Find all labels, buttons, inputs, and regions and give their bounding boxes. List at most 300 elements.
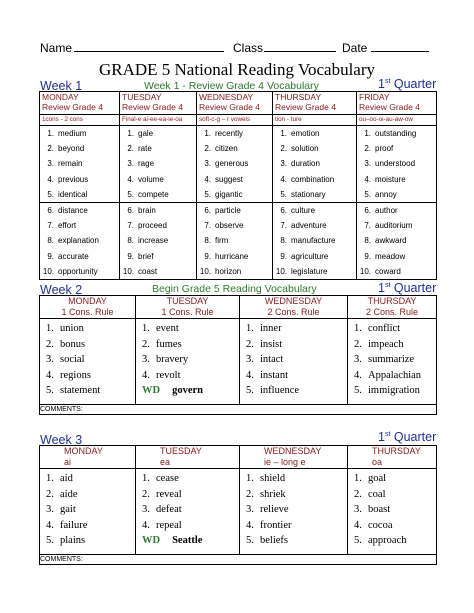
vocab-word	[142, 352, 239, 368]
vocab-word	[42, 187, 119, 202]
word-number: 10.	[199, 266, 211, 276]
word-number: 1.	[246, 473, 254, 484]
week1-words-monday	[40, 203, 120, 280]
week1-words-wednesday	[197, 126, 273, 203]
word-number: 9.	[364, 251, 371, 261]
word-text: frontier	[260, 519, 292, 531]
vocab-word	[246, 533, 347, 549]
vocab-word	[46, 321, 135, 337]
week1-table	[39, 91, 437, 280]
header-fields	[40, 41, 440, 55]
word-text: coast	[138, 266, 158, 276]
word-number: 2.	[246, 338, 254, 350]
word-number: 1.	[46, 323, 54, 334]
word-number: 2.	[354, 488, 362, 500]
word-number: 6.	[280, 206, 287, 216]
word-number: 5.	[364, 189, 371, 199]
word-number: 9.	[204, 251, 211, 261]
word-text: influence	[260, 385, 300, 396]
word-text: previous	[58, 174, 89, 184]
vocab-word	[359, 141, 436, 156]
vocab-word	[275, 187, 356, 202]
week3-words-wednesday	[240, 469, 348, 555]
vocab-word	[122, 172, 196, 187]
week2-day-wednesday: WEDNESDAY 2 Cons. Rule	[240, 296, 348, 319]
word-text: social	[60, 354, 85, 365]
word-text: explanation	[58, 236, 99, 246]
word-text: outstanding	[375, 129, 417, 138]
word-text: combination	[291, 174, 335, 184]
vocab-word	[199, 141, 272, 156]
word-number: 8.	[204, 236, 211, 246]
vocab-word	[246, 518, 347, 534]
word-text: coal	[368, 488, 386, 500]
vocab-word	[354, 471, 436, 487]
vocab-word	[354, 518, 436, 534]
word-number: 4.	[354, 369, 362, 381]
name-label: Name	[40, 41, 73, 55]
word-text: boast	[368, 504, 391, 515]
word-text: approach	[368, 535, 407, 546]
word-number: 2.	[46, 338, 54, 350]
word-text: rage	[138, 159, 155, 169]
word-number: 7.	[280, 221, 287, 231]
class-label: Class	[233, 41, 264, 55]
word-text: impeach	[368, 338, 404, 350]
word-text: beyond	[58, 144, 85, 154]
word-number: 8.	[280, 236, 287, 246]
word-text: statement	[60, 385, 101, 396]
word-number: 2.	[47, 144, 54, 154]
word-number: 4.	[354, 519, 362, 531]
week1-day-friday: FRIDAY Review Grade 4	[357, 92, 437, 115]
week1-words-row-a	[40, 126, 437, 203]
word-number: 5.	[246, 535, 254, 546]
word-number: 2.	[204, 144, 211, 154]
vocab-word	[42, 203, 119, 218]
vocab-word	[42, 156, 119, 171]
vocab-word	[359, 126, 436, 141]
vocab-word	[354, 502, 436, 518]
word-text: gigantic	[215, 189, 243, 199]
vocab-word	[359, 249, 436, 264]
word-number: 4.	[127, 174, 134, 184]
vocab-word	[359, 156, 436, 171]
word-text: beliefs	[260, 535, 288, 546]
week1-day-thursday: THURSDAY Review Grade 4	[273, 92, 357, 115]
vocab-word	[142, 368, 239, 384]
word-number: 7.	[364, 221, 371, 231]
word-text: solution	[291, 144, 319, 154]
vocab-word	[246, 471, 347, 487]
week3-quarter: 1st Quarter	[378, 430, 437, 444]
word-number: 2.	[280, 144, 287, 154]
word-text: fumes	[156, 338, 182, 350]
week2-quarter: 1st Quarter	[378, 281, 437, 295]
word-text: proof	[375, 144, 394, 154]
word-text: suggest	[215, 174, 244, 184]
word-text: awkward	[375, 236, 407, 246]
vocab-word	[122, 249, 196, 264]
week1-day-monday: MONDAY Review Grade 4	[40, 92, 120, 115]
word-text: proceed	[138, 221, 167, 231]
vocab-word	[275, 218, 356, 233]
word-text: effort	[58, 221, 77, 231]
word-number: 7.	[127, 221, 134, 231]
word-text: aid	[60, 473, 73, 484]
vocab-word	[122, 141, 196, 156]
word-text: shriek	[260, 488, 286, 500]
vocab-word	[122, 218, 196, 233]
vocab-word	[142, 321, 239, 337]
week1-rule: ou–oo-oi-au-aw-ow	[357, 115, 437, 126]
vocab-word	[122, 264, 196, 279]
word-number: 5.	[246, 385, 254, 396]
vocab-word	[46, 502, 135, 518]
vocab-word	[42, 141, 119, 156]
vocab-word	[246, 352, 347, 368]
word-number: 10.	[275, 266, 287, 276]
word-text: gait	[60, 504, 76, 515]
vocab-word	[246, 487, 347, 503]
vocab-word	[142, 502, 239, 518]
vocab-word	[359, 218, 436, 233]
wd-word: Seattle	[172, 535, 203, 546]
word-text: culture	[291, 206, 316, 216]
word-number: 3.	[204, 159, 211, 169]
word-number: 3.	[246, 354, 254, 365]
word-number: 2.	[246, 488, 254, 500]
week3-words-row	[40, 469, 437, 555]
vocab-word	[122, 126, 196, 141]
word-text: particle	[215, 206, 241, 216]
word-number: 5.	[47, 189, 54, 199]
vocab-word	[46, 352, 135, 368]
word-text: brain	[138, 206, 156, 216]
word-text: opportunity	[58, 266, 98, 276]
page-title: GRADE 5 National Reading Vocabulary	[98, 60, 376, 79]
word-text: cease	[156, 473, 179, 484]
week2-day-tuesday: TUESDAY 1 Cons. Rule	[136, 296, 240, 319]
week2-label: Week 2	[40, 283, 83, 297]
week1-words-row-b	[40, 203, 437, 280]
week2-words-row	[40, 319, 437, 405]
word-number: 5.	[354, 385, 362, 396]
word-number: 2.	[127, 144, 134, 154]
week1-rule: Final-e ai-ee-ea-ie-oa	[120, 115, 197, 126]
vocab-word	[199, 218, 272, 233]
vocab-word	[275, 249, 356, 264]
week3-comments-row	[40, 555, 437, 565]
word-text: identical	[58, 189, 88, 199]
week1-words-wednesday	[197, 203, 273, 280]
week2-words-wednesday	[240, 319, 348, 405]
vocab-word	[246, 502, 347, 518]
word-text: goal	[368, 473, 387, 484]
vocab-word	[246, 337, 347, 353]
vocab-word	[246, 321, 347, 337]
word-number: 7.	[47, 221, 54, 231]
word-number: 9.	[280, 251, 287, 261]
word-text: firm	[215, 236, 229, 246]
word-text: manufacture	[291, 236, 336, 246]
week1-label: Week 1	[40, 79, 83, 93]
vocab-word	[359, 172, 436, 187]
week3-comments: COMMENTS:	[40, 555, 437, 565]
week2-subtitle: Begin Grade 5 Reading Vocabulary	[152, 283, 317, 295]
word-number: 2.	[364, 144, 371, 154]
word-number: 3.	[142, 504, 150, 515]
word-text: meadow	[375, 251, 406, 261]
word-text: author	[375, 206, 398, 216]
word-text: conflict	[368, 323, 401, 334]
vocab-word	[354, 487, 436, 503]
vocab-word	[46, 337, 135, 353]
wd-tag: WD	[142, 385, 161, 396]
vocab-word	[275, 203, 356, 218]
week1-words-tuesday	[120, 203, 197, 280]
vocab-word	[42, 172, 119, 187]
vocab-word	[246, 368, 347, 384]
vocab-word	[199, 233, 272, 248]
week1-day-header-row	[40, 92, 437, 115]
vocab-word	[46, 533, 135, 549]
word-detective-entry	[142, 533, 239, 549]
week1-words-friday	[357, 126, 437, 203]
vocab-word	[46, 487, 135, 503]
vocab-word	[199, 187, 272, 202]
week2-words-monday	[40, 319, 136, 405]
week1-words-thursday	[273, 126, 357, 203]
word-text: inner	[260, 323, 282, 334]
week1-rule: soft-c-g – r vowels	[197, 115, 273, 126]
word-text: insist	[260, 338, 283, 350]
vocab-word	[199, 126, 272, 141]
word-text: adventure	[291, 221, 327, 231]
word-text: summarize	[368, 354, 415, 365]
week3-day-wednesday: WEDNESDAY ie – long e	[240, 446, 348, 469]
word-number: 4.	[142, 369, 150, 381]
vocab-word	[354, 352, 436, 368]
word-number: 6.	[364, 206, 371, 216]
word-text: instant	[260, 369, 288, 381]
word-text: recently	[215, 129, 244, 138]
word-number: 2.	[142, 488, 150, 500]
vocab-word	[275, 233, 356, 248]
vocab-word	[359, 264, 436, 279]
vocab-word	[359, 187, 436, 202]
vocab-word	[42, 264, 119, 279]
vocab-word	[199, 203, 272, 218]
week1-rule: tion - ture	[273, 115, 357, 126]
vocab-word	[42, 126, 119, 141]
word-number: 3.	[127, 159, 134, 169]
vocab-word	[199, 156, 272, 171]
word-text: generous	[215, 159, 249, 169]
vocab-word	[354, 383, 436, 399]
word-number: 8.	[127, 236, 134, 246]
vocab-word	[46, 368, 135, 384]
vocab-word	[122, 156, 196, 171]
vocab-word	[275, 141, 356, 156]
word-number: 6.	[127, 206, 134, 216]
week1-words-monday	[40, 126, 120, 203]
vocab-word	[46, 383, 135, 399]
vocab-word	[142, 518, 239, 534]
vocab-word	[275, 156, 356, 171]
vocab-word	[359, 233, 436, 248]
vocab-word	[354, 368, 436, 384]
word-text: medium	[58, 129, 87, 138]
week1-subtitle: Week 1 - Review Grade 4 Vocabulary	[144, 80, 319, 92]
word-number: 5.	[127, 189, 134, 199]
word-text: bonus	[60, 338, 86, 350]
word-number: 5.	[46, 535, 54, 546]
word-text: gale	[138, 129, 154, 138]
vocab-word	[246, 383, 347, 399]
week3-label: Week 3	[40, 433, 83, 447]
vocab-word	[42, 249, 119, 264]
week2-comments-row	[40, 405, 437, 415]
week3-day-header-row	[40, 446, 437, 469]
word-number: 3.	[354, 354, 362, 365]
word-text: brief	[138, 251, 154, 261]
word-text: bravery	[156, 354, 189, 365]
word-text: compete	[138, 189, 169, 199]
word-text: volume	[138, 174, 164, 184]
word-number: 4.	[246, 369, 254, 381]
word-text: revolt	[156, 369, 181, 381]
word-number: 1.	[246, 323, 254, 334]
week2-table	[39, 295, 437, 415]
word-number: 1.	[142, 323, 150, 334]
word-number: 3.	[280, 159, 287, 169]
word-number: 4.	[46, 519, 54, 531]
word-text: union	[60, 323, 84, 334]
wd-tag: WD	[142, 535, 161, 546]
word-text: event	[156, 323, 179, 334]
word-number: 9.	[47, 251, 54, 261]
vocab-word	[42, 218, 119, 233]
word-text: moisture	[375, 174, 406, 184]
word-number: 1.	[364, 129, 371, 138]
word-text: failure	[60, 519, 88, 531]
week3-day-tuesday: TUESDAY ea	[136, 446, 240, 469]
word-text: coward	[375, 266, 401, 276]
vocab-word	[122, 187, 196, 202]
word-text: hurricane	[215, 251, 249, 261]
word-number: 8.	[364, 236, 371, 246]
word-number: 3.	[354, 504, 362, 515]
word-text: legislature	[291, 266, 328, 276]
word-text: remain	[58, 159, 83, 169]
week1-day-wednesday: WEDNESDAY Review Grade 4	[197, 92, 273, 115]
week1-words-friday	[357, 203, 437, 280]
week3-day-thursday: THURSDAY oa	[348, 446, 437, 469]
word-text: agriculture	[291, 251, 329, 261]
week3-words-thursday	[348, 469, 437, 555]
word-text: observe	[215, 221, 244, 231]
vocab-word	[275, 264, 356, 279]
vocab-word	[199, 249, 272, 264]
word-number: 5.	[204, 189, 211, 199]
vocab-word	[359, 203, 436, 218]
word-number: 10.	[359, 266, 371, 276]
vocab-word	[199, 172, 272, 187]
word-text: rate	[138, 144, 152, 154]
word-number: 2.	[142, 338, 150, 350]
word-text: emotion	[291, 129, 320, 138]
word-number: 4.	[280, 174, 287, 184]
vocab-word	[354, 533, 436, 549]
word-number: 4.	[47, 174, 54, 184]
word-text: increase	[138, 236, 169, 246]
wd-word: govern	[172, 385, 204, 396]
word-text: aide	[60, 488, 78, 500]
word-number: 1.	[47, 129, 54, 138]
week2-day-header-row	[40, 296, 437, 319]
word-number: 4.	[46, 369, 54, 381]
word-number: 8.	[47, 236, 54, 246]
vocab-word	[142, 487, 239, 503]
vocab-word	[354, 321, 436, 337]
word-text: shield	[260, 473, 286, 484]
week1-rule: 1cons - 2 cons	[40, 115, 120, 126]
vocab-word	[46, 471, 135, 487]
word-number: 10.	[42, 266, 54, 276]
word-text: Appalachian	[368, 369, 422, 381]
word-number: 1.	[354, 323, 362, 334]
word-number: 4.	[364, 174, 371, 184]
week1-words-tuesday	[120, 126, 197, 203]
word-number: 2.	[354, 338, 362, 350]
word-number: 3.	[46, 504, 54, 515]
week2-words-tuesday	[136, 319, 240, 405]
week2-day-thursday: THURSDAY 2 Cons. Rule	[348, 296, 437, 319]
word-text: distance	[58, 206, 88, 216]
week3-words-tuesday	[136, 469, 240, 555]
word-text: relieve	[260, 504, 289, 515]
word-text: plains	[60, 535, 86, 546]
word-number: 1.	[127, 129, 134, 138]
word-text: auditorium	[375, 221, 413, 231]
word-text: accurate	[58, 251, 89, 261]
word-number: 4.	[246, 519, 254, 531]
word-text: duration	[291, 159, 320, 169]
word-text: intact	[260, 354, 284, 365]
vocab-word	[354, 337, 436, 353]
word-text: reveal	[156, 488, 182, 500]
vocab-word	[46, 518, 135, 534]
word-text: stationary	[291, 189, 326, 199]
week1-quarter: 1st Quarter	[378, 77, 437, 91]
week1-words-thursday	[273, 203, 357, 280]
week2-words-thursday	[348, 319, 437, 405]
word-text: repeal	[156, 519, 182, 531]
word-text: cocoa	[368, 519, 393, 531]
vocab-word	[42, 233, 119, 248]
week1-rule-row	[40, 115, 437, 126]
word-number: 5.	[354, 535, 362, 546]
word-number: 6.	[204, 206, 211, 216]
word-number: 6.	[47, 206, 54, 216]
word-number: 2.	[46, 488, 54, 500]
week2-day-monday: MONDAY 1 Cons. Rule	[40, 296, 136, 319]
word-text: immigration	[368, 385, 420, 396]
word-number: 3.	[47, 159, 54, 169]
word-text: defeat	[156, 504, 182, 515]
word-text: regions	[60, 369, 91, 381]
